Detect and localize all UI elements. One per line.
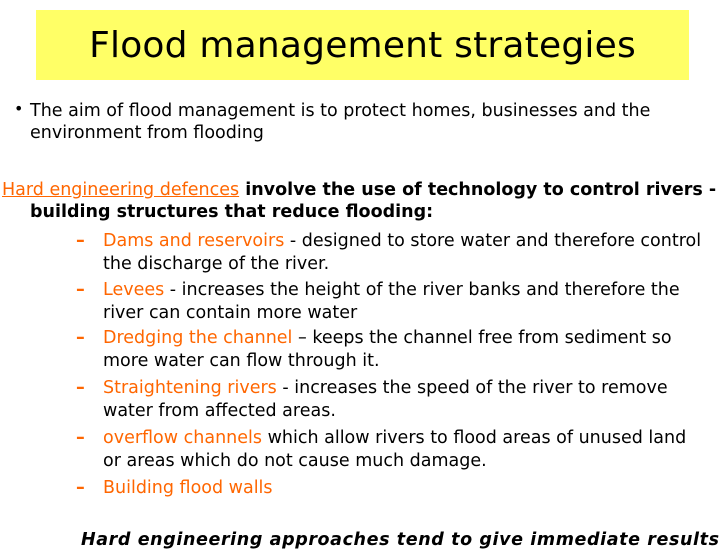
strategy-text: - increases the height of the river banks and therefore the river can contain more water	[103, 280, 680, 323]
strategy-item-straightening	[76, 377, 703, 423]
strategy-name: overflow channels	[103, 428, 262, 448]
dash-icon: –	[76, 328, 85, 348]
strategy-item-flood-walls	[76, 477, 703, 500]
hard-engineering-description: involve the use of technology to control rivers - building structures that reduce flooding:	[30, 180, 717, 222]
conclusion-text: Hard engineering approaches tend to give immediate results	[81, 530, 720, 550]
hard-engineering-paragraph	[2, 179, 720, 223]
strategy-text: - designed to store water and therefore control the discharge of the river.	[103, 231, 702, 274]
strategy-text: which allow rivers to flood areas of unused land or areas which do not cause much damage.	[103, 428, 687, 471]
dash-icon: –	[76, 231, 85, 251]
hard-engineering-label: Hard engineering defences	[2, 180, 240, 200]
intro-text: The aim of flood management is to protect homes, businesses and the environment from flooding	[30, 101, 651, 143]
strategy-name: Dredging the channel	[103, 328, 293, 348]
strategy-item-overflow	[76, 427, 703, 473]
title-banner	[36, 10, 689, 80]
strategy-name: Levees	[103, 280, 165, 300]
intro-bullet-item	[14, 99, 680, 144]
dash-icon: –	[76, 478, 85, 498]
strategy-item-dredging	[76, 327, 703, 373]
strategy-name: Dams and reservoirs	[103, 231, 285, 251]
strategy-name: Straightening rivers	[103, 378, 277, 398]
page-title: Flood management strategies	[89, 25, 636, 66]
bullet-icon: •	[14, 99, 24, 118]
dash-icon: –	[76, 378, 85, 398]
dash-icon: –	[76, 280, 85, 300]
strategy-text: - increases the speed of the river to remove water from affected areas.	[103, 378, 668, 421]
strategy-item-levees	[76, 279, 703, 325]
dash-icon: –	[76, 428, 85, 448]
strategy-text: – keeps the channel free from sediment so more water can flow through it.	[103, 328, 672, 371]
strategy-name: Building flood walls	[103, 478, 273, 498]
strategy-item-dams	[76, 230, 703, 276]
